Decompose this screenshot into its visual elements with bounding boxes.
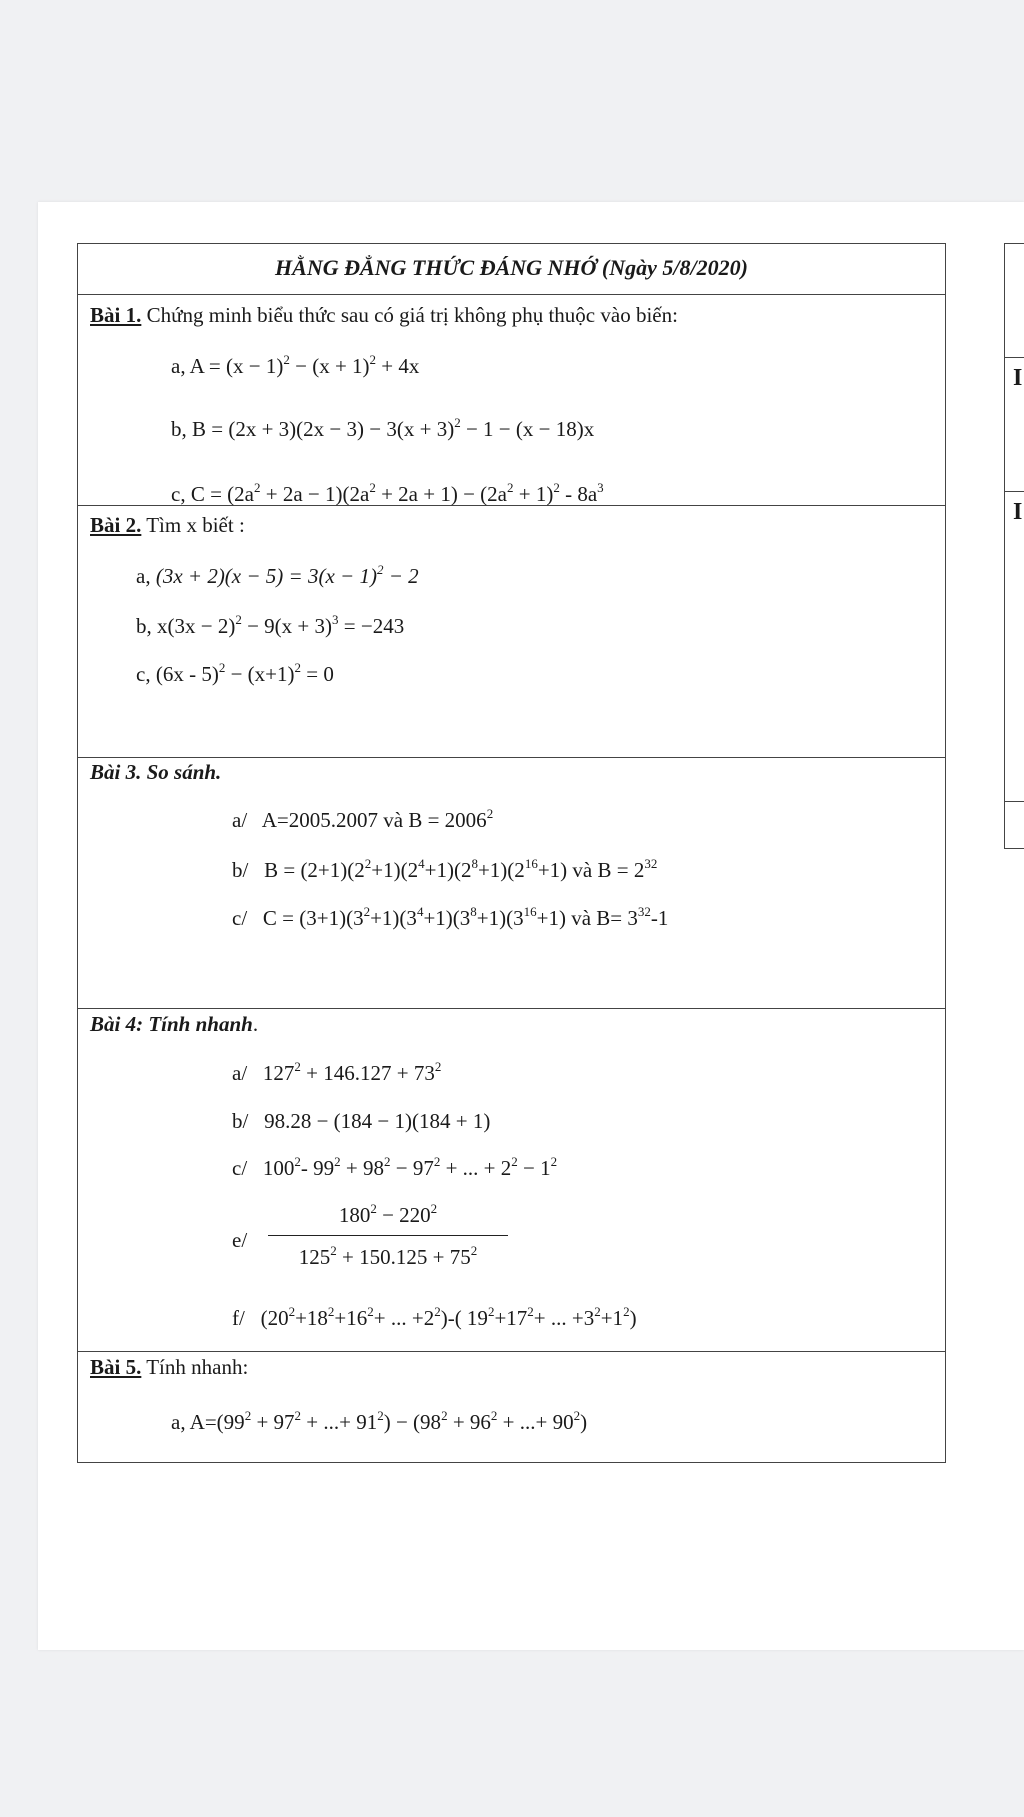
bai4-b bbox=[232, 1111, 490, 1132]
divider-4 bbox=[78, 1008, 945, 1009]
bai3-c-expr: $C = (3+1)(3^2+1)(3^4+1)(3^8+1)(3^{16}+1)$ và $B= 3^{32}-1$ bbox=[252, 904, 669, 930]
bai1-b-expr: $B = (2x + 3)(2x - 3) - 3(x + 3)^2 - 1 - (x - 18)x$ bbox=[192, 415, 595, 441]
bai4-c bbox=[232, 1154, 558, 1180]
bai1-label: Bài 1. bbox=[90, 303, 142, 327]
adjacent-mark-2: I bbox=[1013, 499, 1023, 525]
bai5-a-label: a, bbox=[171, 1410, 186, 1434]
bai1-a bbox=[171, 352, 420, 378]
bai1-c bbox=[171, 480, 604, 506]
bai1-b bbox=[171, 415, 595, 441]
bai2-b bbox=[136, 612, 405, 638]
bai4-dot: . bbox=[252, 1012, 259, 1036]
bai3-b-expr: $B = (2+1)(2^2+1)(2^4+1)(2^8+1)(2^{16}+1)$ và $B = 2^{32}$ bbox=[253, 856, 658, 882]
bai1-b-label: b, bbox=[171, 417, 187, 441]
bai2-c-label: c, bbox=[136, 662, 151, 686]
bai2-b-expr: $x(3x - 2)^2 - 9(x + 3)^3 = -243$ bbox=[157, 612, 405, 638]
bai5-a-expr: $A=(99^2 + 97^2$ + ...+ $91^2) - (98^2 + 96^2$ + ...+ $90^2$) bbox=[189, 1408, 588, 1434]
bai4-b-label: b/ bbox=[232, 1109, 249, 1133]
bai2-text: Tìm x biết : bbox=[141, 513, 245, 537]
bai4-f bbox=[232, 1304, 637, 1330]
bai5-a bbox=[171, 1408, 588, 1434]
bai1-a-expr: $A = (x - 1)^2 - (x + 1)^2 + 4x$ bbox=[189, 352, 420, 378]
bai2-heading bbox=[90, 515, 245, 536]
document-page bbox=[38, 202, 1024, 1650]
bai5-label: Bài 5. bbox=[90, 1355, 142, 1379]
bai1-text: Chứng minh biểu thức sau có giá trị không phụ thuộc vào biến: bbox=[141, 303, 678, 327]
adjacent-divider-1 bbox=[1005, 357, 1024, 358]
bai3-c-label: c/ bbox=[232, 906, 248, 930]
bai3-b-label: b/ bbox=[232, 858, 249, 882]
bai2-label: Bài 2. bbox=[90, 513, 142, 537]
bai2-c bbox=[136, 660, 334, 686]
bai4-a bbox=[232, 1059, 442, 1085]
page-title: HẰNG ĐẲNG THỨC ĐÁNG NHỚ (Ngày 5/8/2020) bbox=[275, 255, 748, 280]
bai3-heading: Bài 3. So sánh. bbox=[90, 760, 222, 784]
bai5-text: Tính nhanh: bbox=[141, 1355, 249, 1379]
bai1-c-expr: $C = (2a^2 + 2a - 1)(2a^2 + 2a + 1) - (2a^2 + 1)^2 - 8a^3$ bbox=[190, 480, 604, 506]
bai4-heading bbox=[90, 1014, 258, 1035]
bai2-a-label: a, bbox=[136, 564, 151, 588]
bai3-a bbox=[232, 806, 494, 832]
bai4-c-expr: $100^2-$ $99^2 + 98^2 - 97^2$ + ... + $2^2 - 1^2$ bbox=[252, 1154, 558, 1180]
bai4-e-denominator: $125^2 + 150.125 + 75^2$ bbox=[298, 1243, 478, 1269]
bai4-b-expr: 98.28 − (184 − 1)(184 + 1) bbox=[253, 1109, 491, 1133]
bai4-label: Bài 4: Tính nhanh bbox=[90, 1012, 253, 1036]
bai4-a-expr: $127^2 + 146.127 + 73^2$ bbox=[252, 1059, 442, 1085]
divider-5 bbox=[78, 1351, 945, 1352]
bai2-c-expr: $(6x - 5)^2 - (x+1)^2 = 0$ bbox=[155, 660, 334, 686]
bai4-c-label: c/ bbox=[232, 1156, 248, 1180]
bai4-e-numerator: $180^2 - 220^2$ bbox=[338, 1201, 438, 1227]
adjacent-mark-1: I bbox=[1013, 365, 1023, 391]
adjacent-page-table bbox=[1004, 243, 1024, 849]
bai1-c-label: c, bbox=[171, 482, 186, 506]
bai1-a-label: a, bbox=[171, 354, 186, 378]
bai4-f-expr: ($20^2+18^2+16^2+$ ... $+2^2)-$( $19^2+17^2+$ ... $+3^2+1^2$) bbox=[250, 1304, 637, 1330]
bai1-heading bbox=[90, 305, 678, 326]
bai3-a-expr: A=2005.2007 và $B = 2006^2$ bbox=[252, 806, 494, 832]
bai3-b bbox=[232, 856, 658, 882]
divider-1 bbox=[78, 294, 945, 295]
bai5-heading bbox=[90, 1357, 248, 1378]
adjacent-divider-2 bbox=[1005, 491, 1024, 492]
adjacent-divider-3 bbox=[1005, 801, 1024, 802]
bai2-a bbox=[136, 562, 419, 588]
bai4-a-label: a/ bbox=[232, 1061, 248, 1085]
fraction-bar bbox=[268, 1235, 508, 1236]
bai3-c bbox=[232, 904, 669, 930]
bai3-a-label: a/ bbox=[232, 808, 248, 832]
bai2-b-label: b, bbox=[136, 614, 152, 638]
divider-3 bbox=[78, 757, 945, 758]
bai4-f-label: f/ bbox=[232, 1306, 245, 1330]
bai4-e-label: e/ bbox=[232, 1228, 248, 1252]
bai2-a-expr: $(3x + 2)(x - 5) = 3(x - 1)^2 - 2$ bbox=[155, 562, 419, 588]
